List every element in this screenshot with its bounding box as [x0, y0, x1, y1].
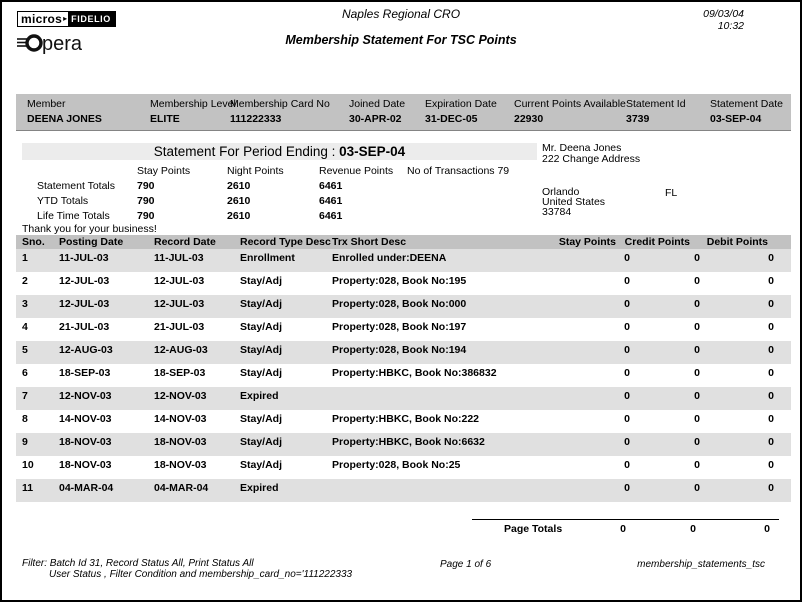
cell-credit-points: 0: [694, 252, 700, 264]
member-band-label: Member: [27, 98, 66, 110]
cell-trx-desc: Property:028, Book No:197: [332, 321, 467, 333]
cell-record-type: Expired: [240, 390, 279, 402]
cell-posting-date: 11-JUL-03: [59, 252, 109, 264]
member-band-value: 111222333: [230, 113, 282, 125]
table-row: [16, 364, 791, 387]
cell-sno: 1: [22, 252, 28, 264]
period-ending-label: Statement For Period Ending :: [153, 144, 336, 159]
totals-row: [37, 195, 537, 210]
report-datetime: [703, 8, 744, 32]
header-sno: Sno.: [22, 236, 45, 248]
member-band-label: Membership Level: [150, 98, 236, 110]
cell-stay-points: 0: [624, 367, 630, 379]
arrow-right-icon: ▸: [62, 12, 68, 26]
cell-trx-desc: Property:028, Book No:25: [332, 459, 461, 471]
cell-posting-date: 14-NOV-03: [59, 413, 112, 425]
member-band-value: DEENA JONES: [27, 113, 102, 125]
cell-credit-points: 0: [694, 344, 700, 356]
totals-night-value: 2610: [227, 195, 251, 207]
report-title: Membership Statement For TSC Points: [285, 33, 517, 47]
cell-trx-desc: Property:028, Book No:194: [332, 344, 467, 356]
cell-debit-points: 0: [768, 252, 774, 264]
cell-record-date: 18-NOV-03: [154, 436, 207, 448]
member-band-value: 30-APR-02: [349, 113, 402, 125]
cell-record-type: Expired: [240, 482, 279, 494]
cell-sno: 7: [22, 390, 28, 402]
cell-debit-points: 0: [768, 413, 774, 425]
thank-you-message: Thank you for your business!: [22, 223, 157, 235]
member-band-label: Current Points Available: [514, 98, 626, 110]
member-city-block: [542, 187, 605, 217]
cell-stay-points: 0: [624, 321, 630, 333]
cell-sno: 10: [22, 459, 34, 471]
totals-stay-value: 790: [137, 180, 155, 192]
cro-title: Naples Regional CRO: [341, 7, 461, 21]
transactions-count-label: No of Transactions 79: [407, 165, 510, 177]
header-record-type: Record Type Desc: [240, 236, 331, 248]
page-totals-stay: 0: [620, 523, 626, 535]
cell-sno: 9: [22, 436, 28, 448]
cell-trx-desc: Property:028, Book No:000: [332, 298, 467, 310]
period-ending-strip: [22, 143, 537, 160]
table-row: [16, 479, 791, 502]
transactions-table-header: [16, 235, 791, 249]
cell-posting-date: 18-NOV-03: [59, 459, 112, 471]
opera-logo-text: pera: [42, 33, 83, 55]
cell-credit-points: 0: [694, 413, 700, 425]
revenue-points-header: Revenue Points: [319, 165, 394, 177]
page-totals-label: Page Totals: [504, 523, 563, 535]
filter-label: Filter:: [22, 558, 47, 569]
cell-posting-date: 18-NOV-03: [59, 436, 112, 448]
cell-debit-points: 0: [768, 436, 774, 448]
stay-points-header: Stay Points: [137, 165, 191, 177]
cell-posting-date: 12-AUG-03: [59, 344, 113, 356]
fidelio-logo-text: FIDELIO: [68, 12, 115, 26]
cell-record-date: 12-JUL-03: [154, 298, 205, 310]
cell-sno: 3: [22, 298, 28, 310]
cell-stay-points: 0: [624, 298, 630, 310]
cell-record-date: 12-NOV-03: [154, 390, 207, 402]
header-debit-points: Debit Points: [706, 236, 768, 248]
member-band-value: 22930: [514, 113, 544, 125]
table-row: [16, 249, 791, 272]
cell-sno: 8: [22, 413, 28, 425]
cell-record-date: 04-MAR-04: [154, 482, 209, 494]
member-band-label: Statement Date: [710, 98, 783, 110]
cell-posting-date: 12-JUL-03: [59, 298, 110, 310]
cell-trx-desc: Property:HBKC, Book No:386832: [332, 367, 497, 379]
page-totals-credit: 0: [690, 523, 696, 535]
cell-credit-points: 0: [694, 298, 700, 310]
cell-credit-points: 0: [694, 275, 700, 287]
cell-record-type: Stay/Adj: [240, 321, 283, 333]
cell-stay-points: 0: [624, 252, 630, 264]
cell-credit-points: 0: [694, 436, 700, 448]
cell-record-date: 18-NOV-03: [154, 459, 207, 471]
member-band-label: Membership Card No: [230, 98, 330, 110]
totals-night-value: 2610: [227, 180, 251, 192]
member-band-label: Statement Id: [626, 98, 686, 110]
member-band-value: 3739: [626, 113, 650, 125]
cell-record-type: Stay/Adj: [240, 459, 283, 471]
cell-debit-points: 0: [768, 298, 774, 310]
cell-credit-points: 0: [694, 459, 700, 471]
totals-revenue-value: 6461: [319, 180, 343, 192]
night-points-header: Night Points: [227, 165, 284, 177]
cell-record-type: Stay/Adj: [240, 344, 283, 356]
cell-record-date: 14-NOV-03: [154, 413, 207, 425]
cell-sno: 5: [22, 344, 28, 356]
points-totals-section: [37, 180, 537, 225]
totals-revenue-value: 6461: [319, 195, 343, 207]
table-row: [16, 387, 791, 410]
cell-debit-points: 0: [768, 321, 774, 333]
cell-record-type: Enrollment: [240, 252, 295, 264]
member-band-label: Expiration Date: [425, 98, 497, 110]
cell-trx-desc: Property:028, Book No:195: [332, 275, 467, 287]
cell-stay-points: 0: [624, 459, 630, 471]
cell-record-type: Stay/Adj: [240, 275, 283, 287]
cell-debit-points: 0: [768, 390, 774, 402]
cell-record-type: Stay/Adj: [240, 367, 283, 379]
table-row: [16, 456, 791, 479]
page-totals-debit: 0: [764, 523, 770, 535]
table-row: [16, 318, 791, 341]
cell-posting-date: 21-JUL-03: [59, 321, 110, 333]
page-totals-divider: [472, 519, 779, 520]
cell-stay-points: 0: [624, 413, 630, 425]
cell-trx-desc: Enrolled under:DEENA: [332, 252, 447, 264]
cell-sno: 11: [22, 482, 34, 494]
cell-trx-desc: Property:HBKC, Book No:222: [332, 413, 480, 425]
cell-credit-points: 0: [694, 321, 700, 333]
member-summary-band: [16, 94, 791, 131]
cell-posting-date: 12-NOV-03: [59, 390, 112, 402]
cell-posting-date: 04-MAR-04: [59, 482, 114, 494]
cell-sno: 6: [22, 367, 28, 379]
footer-filter-block: [22, 558, 352, 580]
totals-revenue-value: 6461: [319, 210, 343, 222]
micros-logo-text: micros: [18, 12, 62, 26]
member-band-value: 31-DEC-05: [425, 113, 478, 125]
cell-stay-points: 0: [624, 275, 630, 287]
cell-posting-date: 12-JUL-03: [59, 275, 110, 287]
totals-row: [37, 180, 537, 195]
totals-night-value: 2610: [227, 210, 251, 222]
cell-record-type: Stay/Adj: [240, 436, 283, 448]
table-row: [16, 272, 791, 295]
member-band-label: Joined Date: [349, 98, 406, 110]
page-number: Page 1 of 6: [440, 559, 492, 570]
cell-record-date: 12-AUG-03: [154, 344, 208, 356]
cell-stay-points: 0: [624, 390, 630, 402]
cell-record-date: 11-JUL-03: [154, 252, 204, 264]
cell-credit-points: 0: [694, 390, 700, 402]
cell-debit-points: 0: [768, 459, 774, 471]
address-country: United States: [542, 196, 606, 208]
period-ending-date: 03-SEP-04: [339, 144, 406, 159]
cell-posting-date: 18-SEP-03: [59, 367, 111, 379]
cell-debit-points: 0: [768, 367, 774, 379]
table-row: [16, 410, 791, 433]
report-file-name: membership_statements_tsc: [637, 559, 765, 570]
header-record-date: Record Date: [154, 236, 216, 248]
table-row: [16, 295, 791, 318]
transactions-table-body: [16, 249, 791, 502]
member-address-block: [542, 143, 640, 165]
totals-row-label: YTD Totals: [37, 195, 89, 207]
cell-debit-points: 0: [768, 482, 774, 494]
address-street: 222 Change Address: [542, 153, 641, 165]
cell-record-date: 12-JUL-03: [154, 275, 205, 287]
header-trx-desc: Trx Short Desc: [332, 236, 407, 248]
cell-sno: 2: [22, 275, 28, 287]
member-band-value: 03-SEP-04: [710, 113, 762, 125]
address-zip: 33784: [542, 206, 572, 218]
cell-debit-points: 0: [768, 344, 774, 356]
address-city: Orlando: [542, 186, 580, 198]
cell-credit-points: 0: [694, 482, 700, 494]
totals-row-label: Statement Totals: [37, 180, 116, 192]
cell-stay-points: 0: [624, 344, 630, 356]
header-credit-points: Credit Points: [624, 236, 690, 248]
report-time: 10:32: [717, 20, 744, 32]
address-name: Mr. Deena Jones: [542, 142, 622, 154]
cell-sno: 4: [22, 321, 28, 333]
table-row: [16, 341, 791, 364]
cell-record-date: 18-SEP-03: [154, 367, 206, 379]
cell-stay-points: 0: [624, 482, 630, 494]
totals-row-label: Life Time Totals: [37, 210, 110, 222]
filter-line2: User Status , Filter Condition and membership_card_no='111222333: [49, 569, 353, 580]
cell-record-type: Stay/Adj: [240, 413, 283, 425]
cell-trx-desc: Property:HBKC, Book No:6632: [332, 436, 485, 448]
cell-debit-points: 0: [768, 275, 774, 287]
member-band-value: ELITE: [150, 113, 180, 125]
cell-stay-points: 0: [624, 436, 630, 448]
address-state: FL: [665, 187, 678, 199]
cell-credit-points: 0: [694, 367, 700, 379]
table-row: [16, 433, 791, 456]
cell-record-date: 21-JUL-03: [154, 321, 205, 333]
filter-line1: Batch Id 31, Record Status All, Print Status All: [49, 558, 254, 569]
report-date: 09/03/04: [703, 8, 744, 20]
header-posting-date: Posting Date: [59, 236, 124, 248]
totals-stay-value: 790: [137, 195, 155, 207]
header-stay-points: Stay Points: [558, 236, 616, 248]
totals-stay-value: 790: [137, 210, 155, 222]
cell-record-type: Stay/Adj: [240, 298, 283, 310]
